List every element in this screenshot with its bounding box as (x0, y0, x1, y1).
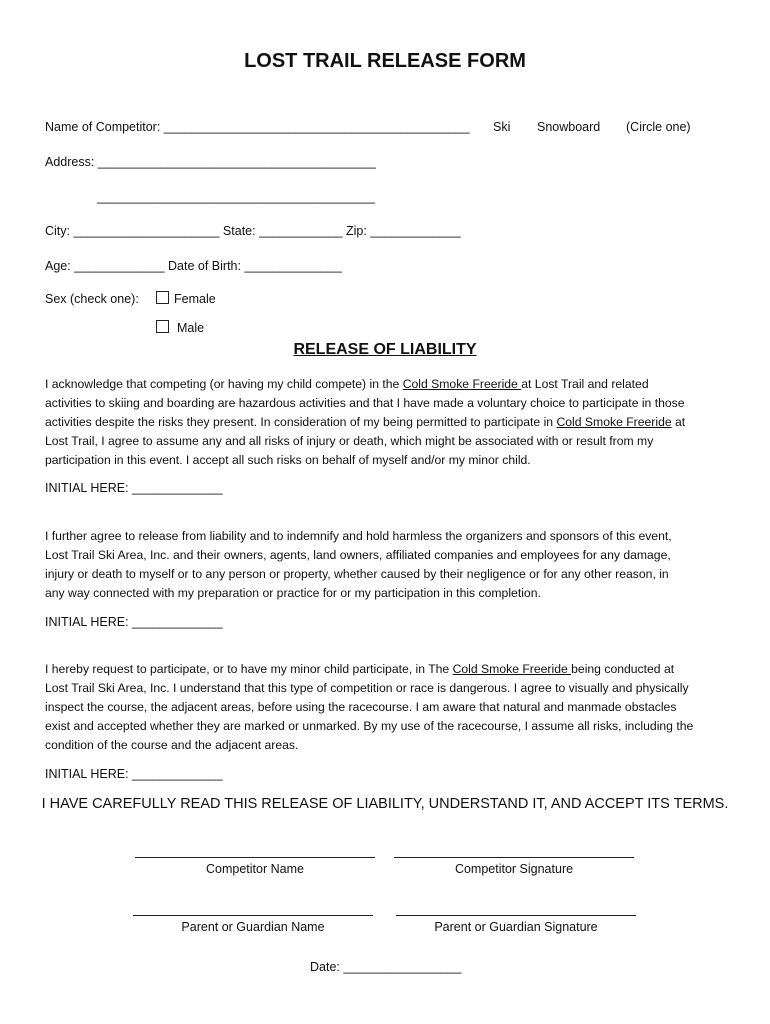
paragraph-line: exist and accepted whether they are marked or unmarked. By my use of the racecourse, I assume all risks, including the (45, 719, 694, 733)
text-span: at Lost Trail and related (521, 377, 649, 391)
competitor-name-field[interactable]: Name of Competitor: ____________________________________________ (45, 120, 470, 134)
guardian-name-signature-block[interactable] (133, 903, 373, 934)
age-dob-field[interactable]: Age: _____________ Date of Birth: ______________ (45, 259, 342, 273)
initial-field-3[interactable]: INITIAL HERE: _____________ (45, 767, 223, 781)
signature-line[interactable] (135, 845, 375, 858)
competitor-signature-caption: Competitor Signature (454, 862, 574, 876)
snowboard-option[interactable]: Snowboard (537, 120, 601, 134)
female-label: Female (174, 292, 216, 306)
competitor-name-signature-block[interactable] (135, 845, 375, 876)
text-span: being conducted at (571, 662, 675, 676)
release-paragraph-1 (45, 375, 735, 470)
date-field[interactable]: Date: _________________ (310, 960, 462, 974)
release-paragraph-2 (45, 527, 735, 603)
ski-option[interactable]: Ski (493, 120, 511, 134)
paragraph-line (45, 375, 735, 394)
paragraph-line: injury or death to myself or to any person or property, whether caused by their negligence or for any other reason, in (45, 567, 669, 581)
paragraph-line: participation in this event. I accept all such risks on behalf of myself and/or my minor child. (45, 453, 531, 467)
text-span: at (671, 415, 686, 429)
event-name: Cold Smoke Freeride (556, 415, 672, 429)
address-line-2-field[interactable]: ________________________________________ (97, 190, 376, 204)
competitor-signature-block[interactable] (394, 845, 634, 876)
paragraph-line: any way connected with my preparation or practice for or my participation in this completion. (45, 586, 541, 600)
guardian-signature-block[interactable] (396, 903, 636, 934)
male-checkbox[interactable] (156, 320, 169, 333)
male-label: Male (177, 321, 205, 335)
initial-field-1[interactable]: INITIAL HERE: _____________ (45, 481, 223, 495)
signature-line[interactable] (396, 903, 636, 916)
event-name: Cold Smoke Freeride (402, 377, 522, 391)
sex-label: Sex (check one): (45, 292, 139, 306)
form-title: LOST TRAIL RELEASE FORM (244, 50, 526, 72)
release-heading: RELEASE OF LIABILITY (293, 341, 477, 358)
signature-line[interactable] (394, 845, 634, 858)
competitor-name-caption: Competitor Name (206, 862, 304, 876)
event-name: Cold Smoke Freeride (452, 662, 572, 676)
paragraph-line: Lost Trail Ski Area, Inc. I understand that this type of competition or race is dangerous. I agree to visually and physically (45, 681, 689, 695)
guardian-signature-caption: Parent or Guardian Signature (434, 920, 598, 934)
signature-line[interactable] (133, 903, 373, 916)
paragraph-line: activities to skiing and boarding are hazardous activities and that I have made a voluntary choice to participate in those (45, 396, 685, 410)
guardian-name-caption: Parent or Guardian Name (181, 920, 325, 934)
text-span: I acknowledge that competing (or having my child compete) in the (45, 377, 403, 391)
initial-field-2[interactable]: INITIAL HERE: _____________ (45, 615, 223, 629)
paragraph-line: Lost Trail Ski Area, Inc. and their owners, agents, land owners, affiliated companies and employees for any damage, (45, 548, 671, 562)
paragraph-line (45, 413, 735, 432)
paragraph-line: inspect the course, the adjacent areas, before using the racecourse. I am aware that natural and manmade obstacles (45, 700, 677, 714)
address-field[interactable]: Address: ________________________________________ (45, 155, 376, 169)
text-span: I hereby request to participate, or to have my minor child participate, in The (45, 662, 453, 676)
paragraph-line: condition of the course and the adjacent areas. (45, 738, 299, 752)
circle-one-instruction: (Circle one) (626, 120, 691, 134)
city-state-zip-field[interactable]: City: _____________________ State: ____________ Zip: _____________ (45, 224, 461, 238)
text-span: activities despite the risks they present. In consideration of my being permitted to participate in (45, 415, 557, 429)
paragraph-line: I further agree to release from liability and to indemnify and hold harmless the organizers and sponsors of this event, (45, 529, 672, 543)
release-paragraph-3 (45, 660, 735, 755)
female-checkbox[interactable] (156, 291, 169, 304)
paragraph-line (45, 660, 735, 679)
paragraph-line: Lost Trail, I agree to assume any and all risks of injury or death, which might be associated with or result from my (45, 434, 654, 448)
acknowledgement-statement: I HAVE CAREFULLY READ THIS RELEASE OF LIABILITY, UNDERSTAND IT, AND ACCEPT ITS TERMS. (41, 796, 729, 812)
